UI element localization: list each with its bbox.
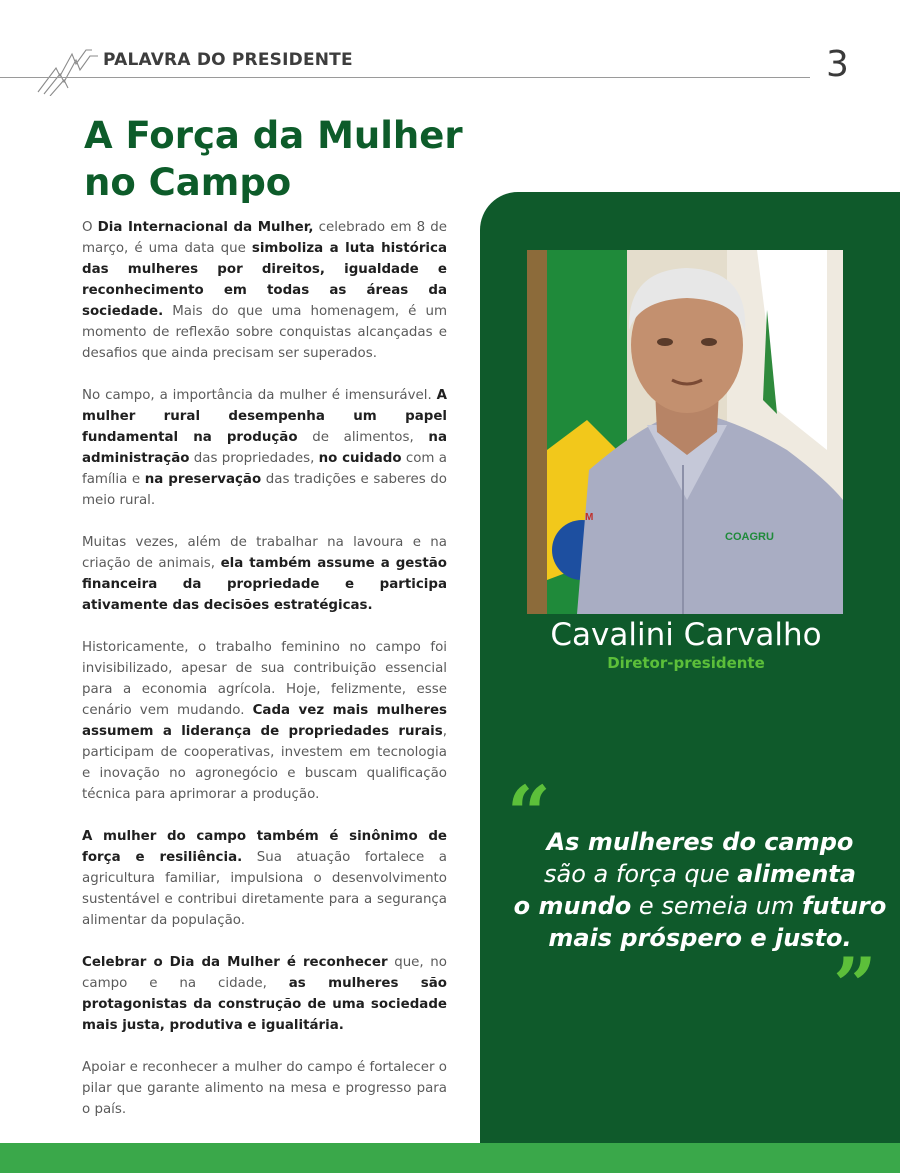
text-run: as mulheres são protagonistas da construção de uma sociedade mais justa, produtiva e igualitária. [82, 976, 448, 1033]
svg-text:M: M [585, 512, 594, 523]
text-run: o mundo [513, 892, 632, 920]
text-run: No campo, a importância da mulher é imensurável. [82, 388, 437, 403]
quote-line-1 [500, 826, 900, 858]
text-run: mais próspero e justo. [548, 924, 852, 952]
text-run: Sua atuação fortalece a agricultura familiar, impulsiona o desenvolvimento sustentável e contribui diretamente para a segurança alimentar da população. [82, 850, 448, 928]
president-portrait-icon [527, 250, 843, 614]
text-run: Apoiar e reconhecer a mulher do campo é fortalecer o pilar que garante alimento na mesa e progresso para o país. [82, 1060, 447, 1117]
header-divider [0, 77, 810, 78]
page-number: 3 [826, 44, 849, 85]
close-quote-icon: ” [833, 941, 877, 1030]
text-run: na preservação [144, 472, 262, 487]
text-run: Historicamente, o trabalho feminino no campo foi invisibilizado, apesar de sua contribuição essencial para a economia agrícola. Hoje, felizmente, esse cenário vem mudando. [82, 640, 447, 718]
article-paragraph-4 [82, 637, 447, 805]
text-run: alimenta [737, 860, 856, 888]
article-paragraph-2 [82, 385, 447, 511]
footer-bar [0, 1143, 900, 1173]
text-run: ela também assume a gestão financeira da propriedade e participa ativamente das decisões estratégicas. [82, 556, 447, 613]
text-run: As mulheres do campo [546, 828, 854, 856]
article-paragraph-6 [82, 952, 447, 1036]
article-paragraph-7 [82, 1057, 447, 1120]
text-run: no cuidado [318, 451, 402, 466]
text-run: na administração [82, 430, 447, 466]
text-run: Celebrar o Dia da Mulher é reconhecer [82, 955, 388, 970]
text-run: são a força que [544, 860, 738, 888]
article-paragraph-1 [82, 217, 447, 364]
president-photo [527, 250, 843, 614]
president-role: Diretor-presidente [607, 654, 765, 672]
page-title [84, 112, 504, 206]
text-run: que, no campo e na cidade, [82, 955, 447, 991]
open-quote-icon: “ [507, 769, 551, 858]
title-line-1: A Força da Mulher [84, 114, 463, 157]
text-run: O [82, 220, 98, 235]
quote-line-3 [500, 890, 900, 922]
shirt-logo-text: COAGRU [725, 531, 774, 543]
text-run: simboliza a luta histórica das mulheres por direitos, igualdade e reconhecimento em todas as áreas da sociedade. [82, 241, 447, 319]
text-run: Dia Internacional da Mulher, [97, 220, 314, 235]
text-run: Muitas vezes, além de trabalhar na lavoura e na criação de animais, [82, 535, 447, 571]
article-paragraph-3 [82, 532, 447, 616]
quote-line-2 [500, 858, 900, 890]
text-run: celebrado em 8 de março, é uma data que [82, 220, 447, 256]
text-run: e semeia um [631, 892, 802, 920]
pull-quote [500, 826, 900, 954]
text-run: , participam de cooperativas, investem em tecnologia e inovação no agronegócio e buscam qualificação técnica para aprimorar a produção. [82, 724, 447, 802]
text-run: das tradições e saberes do meio rural. [82, 472, 447, 508]
article-body [82, 217, 447, 1141]
title-line-2: no Campo [84, 161, 292, 204]
president-name: Cavalini Carvalho [550, 617, 822, 653]
text-run: com a família e [82, 451, 447, 487]
coagru-logo-icon [36, 46, 100, 96]
text-run: A mulher rural desempenha um papel fundamental na produção [82, 388, 447, 445]
text-run: A mulher do campo também é sinônimo de força e resiliência. [82, 829, 447, 865]
text-run: futuro [801, 892, 887, 920]
section-label: PALAVRA DO PRESIDENTE [103, 50, 353, 70]
text-run: das propriedades, [189, 451, 319, 466]
text-run: Cada vez mais mulheres assumem a liderança de propriedades rurais [82, 703, 447, 739]
text-run: Mais do que uma homenagem, é um momento de reflexão sobre conquistas alcançadas e desafios que ainda precisam ser superados. [82, 304, 447, 361]
text-run: de alimentos, [297, 430, 429, 445]
article-paragraph-5 [82, 826, 447, 931]
